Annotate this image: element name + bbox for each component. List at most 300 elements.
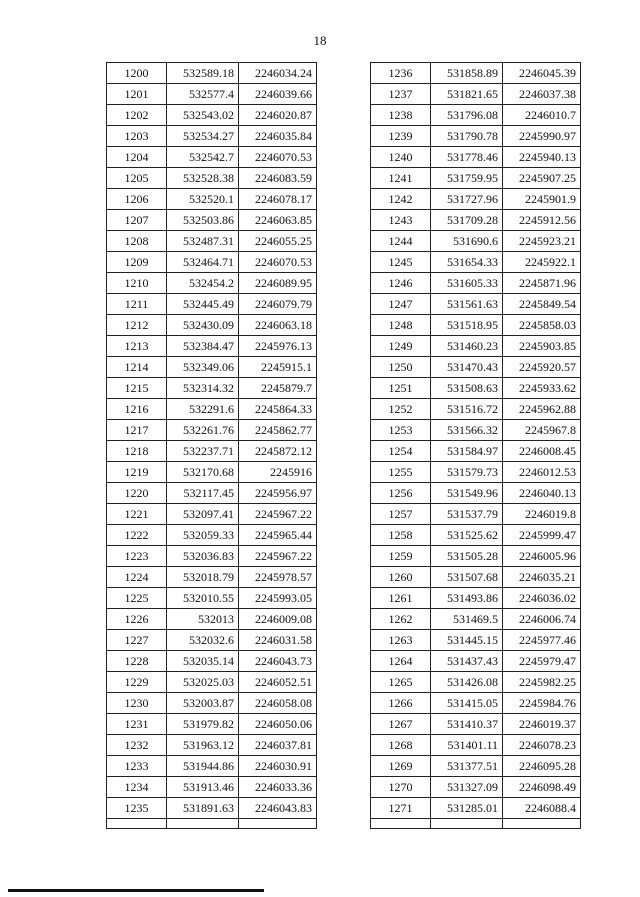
x-coordinate-cell: 532036.83: [167, 546, 239, 567]
point-number-cell: 1257: [371, 504, 431, 525]
x-coordinate-cell: 531709.28: [431, 210, 503, 231]
x-coordinate-cell: 531759.95: [431, 168, 503, 189]
y-coordinate-cell: 2246035.21: [503, 567, 581, 588]
point-number-cell: 1250: [371, 357, 431, 378]
table-row: [107, 273, 317, 294]
table-row: [107, 630, 317, 651]
y-coordinate-cell: 2246006.74: [503, 609, 581, 630]
x-coordinate-cell: 531401.11: [431, 735, 503, 756]
x-coordinate-cell: 531327.09: [431, 777, 503, 798]
table-row: [107, 168, 317, 189]
point-number-cell: 1271: [371, 798, 431, 819]
y-coordinate-cell: 2246070.53: [239, 252, 317, 273]
point-number-cell: 1233: [107, 756, 167, 777]
point-number-cell: 1232: [107, 735, 167, 756]
y-coordinate-cell: 2245858.03: [503, 315, 581, 336]
y-coordinate-cell: 2246058.08: [239, 693, 317, 714]
table-row-empty: [371, 819, 581, 829]
x-coordinate-cell: 531796.08: [431, 105, 503, 126]
point-number-cell: 1206: [107, 189, 167, 210]
point-number-cell: 1214: [107, 357, 167, 378]
x-coordinate-cell: 531549.96: [431, 483, 503, 504]
x-coordinate-cell: 532013: [167, 609, 239, 630]
table-row: [107, 231, 317, 252]
y-coordinate-cell: 2245984.76: [503, 693, 581, 714]
point-number-cell: 1269: [371, 756, 431, 777]
point-number-cell: 1238: [371, 105, 431, 126]
x-coordinate-cell: 532487.31: [167, 231, 239, 252]
table-row: [107, 693, 317, 714]
y-coordinate-cell: 2246063.18: [239, 315, 317, 336]
empty-cell: [239, 819, 317, 829]
x-coordinate-cell: 532032.6: [167, 630, 239, 651]
x-coordinate-cell: 532018.79: [167, 567, 239, 588]
table-row: [371, 462, 581, 483]
y-coordinate-cell: 2245901.9: [503, 189, 581, 210]
table-row: [107, 84, 317, 105]
table-row: [371, 84, 581, 105]
y-coordinate-cell: 2246040.13: [503, 483, 581, 504]
empty-cell: [167, 819, 239, 829]
point-number-cell: 1229: [107, 672, 167, 693]
point-number-cell: 1259: [371, 546, 431, 567]
table-row: [371, 756, 581, 777]
empty-cell: [371, 819, 431, 829]
table-row: [371, 210, 581, 231]
x-coordinate-cell: 531778.46: [431, 147, 503, 168]
x-coordinate-cell: 532314.32: [167, 378, 239, 399]
table-row: [371, 609, 581, 630]
table-row: [371, 672, 581, 693]
x-coordinate-cell: 531727.96: [431, 189, 503, 210]
table-row: [107, 483, 317, 504]
y-coordinate-cell: 2246045.39: [503, 63, 581, 84]
y-coordinate-cell: 2246039.66: [239, 84, 317, 105]
table-row: [371, 714, 581, 735]
point-number-cell: 1237: [371, 84, 431, 105]
x-coordinate-cell: 532520.1: [167, 189, 239, 210]
table-row: [371, 777, 581, 798]
point-number-cell: 1265: [371, 672, 431, 693]
y-coordinate-cell: 2245976.13: [239, 336, 317, 357]
point-number-cell: 1210: [107, 273, 167, 294]
table-row: [371, 336, 581, 357]
y-coordinate-cell: 2246089.95: [239, 273, 317, 294]
x-coordinate-cell: 532430.09: [167, 315, 239, 336]
table-row: [371, 189, 581, 210]
point-number-cell: 1261: [371, 588, 431, 609]
table-row: [107, 357, 317, 378]
y-coordinate-cell: 2246050.06: [239, 714, 317, 735]
point-number-cell: 1218: [107, 441, 167, 462]
x-coordinate-cell: 531518.95: [431, 315, 503, 336]
x-coordinate-cell: 532503.86: [167, 210, 239, 231]
point-number-cell: 1215: [107, 378, 167, 399]
table-row: [107, 546, 317, 567]
x-coordinate-cell: 532035.14: [167, 651, 239, 672]
y-coordinate-cell: 2245920.57: [503, 357, 581, 378]
y-coordinate-cell: 2246055.25: [239, 231, 317, 252]
point-number-cell: 1244: [371, 231, 431, 252]
point-number-cell: 1241: [371, 168, 431, 189]
x-coordinate-cell: 531285.01: [431, 798, 503, 819]
y-coordinate-cell: 2246008.45: [503, 441, 581, 462]
x-coordinate-cell: 532445.49: [167, 294, 239, 315]
table-row: [107, 399, 317, 420]
table-row: [371, 294, 581, 315]
point-number-cell: 1240: [371, 147, 431, 168]
point-number-cell: 1216: [107, 399, 167, 420]
y-coordinate-cell: 2246019.37: [503, 714, 581, 735]
point-number-cell: 1219: [107, 462, 167, 483]
y-coordinate-cell: 2245965.44: [239, 525, 317, 546]
y-coordinate-cell: 2245979.47: [503, 651, 581, 672]
y-coordinate-cell: 2245922.1: [503, 252, 581, 273]
x-coordinate-cell: 531415.05: [431, 693, 503, 714]
table-row: [107, 777, 317, 798]
table-row: [107, 147, 317, 168]
y-coordinate-cell: 2245967.22: [239, 504, 317, 525]
y-coordinate-cell: 2246035.84: [239, 126, 317, 147]
point-number-cell: 1267: [371, 714, 431, 735]
point-number-cell: 1255: [371, 462, 431, 483]
y-coordinate-cell: 2245871.96: [503, 273, 581, 294]
x-coordinate-cell: 531505.28: [431, 546, 503, 567]
point-number-cell: 1225: [107, 588, 167, 609]
point-number-cell: 1266: [371, 693, 431, 714]
y-coordinate-cell: 2246037.38: [503, 84, 581, 105]
x-coordinate-cell: 532117.45: [167, 483, 239, 504]
table-row: [107, 525, 317, 546]
y-coordinate-cell: 2245962.88: [503, 399, 581, 420]
y-coordinate-cell: 2246037.81: [239, 735, 317, 756]
table-row: [371, 273, 581, 294]
y-coordinate-cell: 2245903.85: [503, 336, 581, 357]
y-coordinate-cell: 2246033.36: [239, 777, 317, 798]
x-coordinate-cell: 532542.7: [167, 147, 239, 168]
x-coordinate-cell: 531460.23: [431, 336, 503, 357]
point-number-cell: 1217: [107, 420, 167, 441]
point-number-cell: 1201: [107, 84, 167, 105]
point-number-cell: 1239: [371, 126, 431, 147]
table-row: [107, 294, 317, 315]
table-row: [371, 378, 581, 399]
x-coordinate-cell: 531963.12: [167, 735, 239, 756]
point-number-cell: 1245: [371, 252, 431, 273]
table-row: [371, 735, 581, 756]
x-coordinate-cell: 531944.86: [167, 756, 239, 777]
x-coordinate-cell: 531508.63: [431, 378, 503, 399]
x-coordinate-cell: 532059.33: [167, 525, 239, 546]
y-coordinate-cell: 2246012.53: [503, 462, 581, 483]
x-coordinate-cell: 531566.32: [431, 420, 503, 441]
point-number-cell: 1211: [107, 294, 167, 315]
x-coordinate-cell: 532025.03: [167, 672, 239, 693]
x-coordinate-cell: 531426.08: [431, 672, 503, 693]
point-number-cell: 1253: [371, 420, 431, 441]
footer-rule: [8, 889, 264, 892]
point-number-cell: 1243: [371, 210, 431, 231]
y-coordinate-cell: 2246078.23: [503, 735, 581, 756]
y-coordinate-cell: 2245912.56: [503, 210, 581, 231]
table-row: [107, 588, 317, 609]
x-coordinate-cell: 532237.71: [167, 441, 239, 462]
y-coordinate-cell: 2246034.24: [239, 63, 317, 84]
y-coordinate-cell: 2246010.7: [503, 105, 581, 126]
table-row: [371, 105, 581, 126]
point-number-cell: 1200: [107, 63, 167, 84]
table-row: [107, 378, 317, 399]
table-row: [107, 609, 317, 630]
x-coordinate-cell: 532291.6: [167, 399, 239, 420]
point-number-cell: 1205: [107, 168, 167, 189]
point-number-cell: 1220: [107, 483, 167, 504]
x-coordinate-cell: 531469.5: [431, 609, 503, 630]
x-coordinate-cell: 531525.62: [431, 525, 503, 546]
table-row: [107, 252, 317, 273]
point-number-cell: 1227: [107, 630, 167, 651]
y-coordinate-cell: 2246078.17: [239, 189, 317, 210]
table-row: [107, 672, 317, 693]
point-number-cell: 1209: [107, 252, 167, 273]
y-coordinate-cell: 2246043.83: [239, 798, 317, 819]
y-coordinate-cell: 2245967.22: [239, 546, 317, 567]
x-coordinate-cell: 531437.43: [431, 651, 503, 672]
y-coordinate-cell: 2245915.1: [239, 357, 317, 378]
x-coordinate-cell: 531470.43: [431, 357, 503, 378]
table-row: [107, 567, 317, 588]
table-row: [371, 483, 581, 504]
point-number-cell: 1231: [107, 714, 167, 735]
table-row: [371, 798, 581, 819]
point-number-cell: 1230: [107, 693, 167, 714]
x-coordinate-cell: 531605.33: [431, 273, 503, 294]
empty-cell: [107, 819, 167, 829]
x-coordinate-cell: 532464.71: [167, 252, 239, 273]
y-coordinate-cell: 2245864.33: [239, 399, 317, 420]
x-coordinate-cell: 531979.82: [167, 714, 239, 735]
table-row: [107, 735, 317, 756]
table-row: [371, 168, 581, 189]
x-coordinate-cell: 531493.86: [431, 588, 503, 609]
point-number-cell: 1207: [107, 210, 167, 231]
point-number-cell: 1204: [107, 147, 167, 168]
table-row: [107, 651, 317, 672]
point-number-cell: 1254: [371, 441, 431, 462]
point-number-cell: 1228: [107, 651, 167, 672]
y-coordinate-cell: 2246083.59: [239, 168, 317, 189]
x-coordinate-cell: 531537.79: [431, 504, 503, 525]
table-row-empty: [107, 819, 317, 829]
point-number-cell: 1262: [371, 609, 431, 630]
y-coordinate-cell: 2246063.85: [239, 210, 317, 231]
point-number-cell: 1246: [371, 273, 431, 294]
x-coordinate-cell: 532589.18: [167, 63, 239, 84]
point-number-cell: 1208: [107, 231, 167, 252]
y-coordinate-cell: 2246030.91: [239, 756, 317, 777]
x-coordinate-cell: 531579.73: [431, 462, 503, 483]
point-number-cell: 1248: [371, 315, 431, 336]
table-row: [371, 231, 581, 252]
table-row: [107, 756, 317, 777]
y-coordinate-cell: 2245999.47: [503, 525, 581, 546]
x-coordinate-cell: 532528.38: [167, 168, 239, 189]
y-coordinate-cell: 2246095.28: [503, 756, 581, 777]
table-row: [371, 588, 581, 609]
table-row: [371, 441, 581, 462]
x-coordinate-cell: 531410.37: [431, 714, 503, 735]
point-number-cell: 1264: [371, 651, 431, 672]
point-number-cell: 1242: [371, 189, 431, 210]
y-coordinate-cell: 2245967.8: [503, 420, 581, 441]
y-coordinate-cell: 2245907.25: [503, 168, 581, 189]
table-row: [371, 252, 581, 273]
point-number-cell: 1234: [107, 777, 167, 798]
table-row: [107, 420, 317, 441]
y-coordinate-cell: 2246005.96: [503, 546, 581, 567]
y-coordinate-cell: 2245862.77: [239, 420, 317, 441]
x-coordinate-cell: 532349.06: [167, 357, 239, 378]
y-coordinate-cell: 2246052.51: [239, 672, 317, 693]
point-number-cell: 1252: [371, 399, 431, 420]
x-coordinate-cell: 532384.47: [167, 336, 239, 357]
x-coordinate-cell: 531561.63: [431, 294, 503, 315]
table-row: [107, 441, 317, 462]
x-coordinate-cell: 531858.89: [431, 63, 503, 84]
coordinates-table-left: [106, 62, 317, 829]
x-coordinate-cell: 531516.72: [431, 399, 503, 420]
y-coordinate-cell: 2245916: [239, 462, 317, 483]
x-coordinate-cell: 531584.97: [431, 441, 503, 462]
y-coordinate-cell: 2246079.79: [239, 294, 317, 315]
point-number-cell: 1221: [107, 504, 167, 525]
y-coordinate-cell: 2246020.87: [239, 105, 317, 126]
y-coordinate-cell: 2245978.57: [239, 567, 317, 588]
x-coordinate-cell: 531790.78: [431, 126, 503, 147]
point-number-cell: 1202: [107, 105, 167, 126]
x-coordinate-cell: 532003.87: [167, 693, 239, 714]
point-number-cell: 1268: [371, 735, 431, 756]
point-number-cell: 1263: [371, 630, 431, 651]
y-coordinate-cell: 2246019.8: [503, 504, 581, 525]
y-coordinate-cell: 2246098.49: [503, 777, 581, 798]
table-row: [371, 63, 581, 84]
y-coordinate-cell: 2246070.53: [239, 147, 317, 168]
x-coordinate-cell: 531507.68: [431, 567, 503, 588]
point-number-cell: 1203: [107, 126, 167, 147]
y-coordinate-cell: 2245990.97: [503, 126, 581, 147]
x-coordinate-cell: 532170.68: [167, 462, 239, 483]
y-coordinate-cell: 2245956.97: [239, 483, 317, 504]
y-coordinate-cell: 2246043.73: [239, 651, 317, 672]
point-number-cell: 1258: [371, 525, 431, 546]
x-coordinate-cell: 532577.4: [167, 84, 239, 105]
table-row: [371, 420, 581, 441]
table-row: [107, 798, 317, 819]
x-coordinate-cell: 532261.76: [167, 420, 239, 441]
table-row: [107, 210, 317, 231]
y-coordinate-cell: 2245872.12: [239, 441, 317, 462]
table-row: [107, 105, 317, 126]
point-number-cell: 1224: [107, 567, 167, 588]
point-number-cell: 1223: [107, 546, 167, 567]
x-coordinate-cell: 532097.41: [167, 504, 239, 525]
y-coordinate-cell: 2245977.46: [503, 630, 581, 651]
point-number-cell: 1256: [371, 483, 431, 504]
y-coordinate-cell: 2246009.08: [239, 609, 317, 630]
y-coordinate-cell: 2246088.4: [503, 798, 581, 819]
page-number: 18: [313, 33, 327, 48]
table-row: [371, 525, 581, 546]
point-number-cell: 1249: [371, 336, 431, 357]
y-coordinate-cell: 2245849.54: [503, 294, 581, 315]
table-row: [371, 147, 581, 168]
table-row: [107, 189, 317, 210]
point-number-cell: 1270: [371, 777, 431, 798]
table-row: [107, 714, 317, 735]
x-coordinate-cell: 531690.6: [431, 231, 503, 252]
y-coordinate-cell: 2245879.7: [239, 378, 317, 399]
table-row: [371, 126, 581, 147]
point-number-cell: 1260: [371, 567, 431, 588]
y-coordinate-cell: 2245933.62: [503, 378, 581, 399]
table-row: [371, 399, 581, 420]
point-number-cell: 1251: [371, 378, 431, 399]
table-row: [371, 693, 581, 714]
x-coordinate-cell: 532454.2: [167, 273, 239, 294]
y-coordinate-cell: 2245982.25: [503, 672, 581, 693]
point-number-cell: 1236: [371, 63, 431, 84]
table-row: [371, 630, 581, 651]
x-coordinate-cell: 532534.27: [167, 126, 239, 147]
x-coordinate-cell: 531654.33: [431, 252, 503, 273]
point-number-cell: 1213: [107, 336, 167, 357]
table-row: [371, 357, 581, 378]
empty-cell: [503, 819, 581, 829]
x-coordinate-cell: 531445.15: [431, 630, 503, 651]
x-coordinate-cell: 531891.63: [167, 798, 239, 819]
x-coordinate-cell: 531821.65: [431, 84, 503, 105]
y-coordinate-cell: 2245923.21: [503, 231, 581, 252]
table-row: [107, 63, 317, 84]
point-number-cell: 1222: [107, 525, 167, 546]
point-number-cell: 1226: [107, 609, 167, 630]
coordinates-table-right: [370, 62, 581, 829]
y-coordinate-cell: 2245993.05: [239, 588, 317, 609]
table-row: [371, 504, 581, 525]
table-row: [371, 546, 581, 567]
point-number-cell: 1247: [371, 294, 431, 315]
x-coordinate-cell: 531913.46: [167, 777, 239, 798]
table-row: [107, 126, 317, 147]
table-row: [371, 651, 581, 672]
table-row: [107, 315, 317, 336]
table-row: [371, 567, 581, 588]
point-number-cell: 1235: [107, 798, 167, 819]
table-row: [107, 336, 317, 357]
x-coordinate-cell: 531377.51: [431, 756, 503, 777]
empty-cell: [431, 819, 503, 829]
point-number-cell: 1212: [107, 315, 167, 336]
table-row: [371, 315, 581, 336]
table-row: [107, 462, 317, 483]
y-coordinate-cell: 2246036.02: [503, 588, 581, 609]
table-row: [107, 504, 317, 525]
x-coordinate-cell: 532010.55: [167, 588, 239, 609]
y-coordinate-cell: 2246031.58: [239, 630, 317, 651]
x-coordinate-cell: 532543.02: [167, 105, 239, 126]
y-coordinate-cell: 2245940.13: [503, 147, 581, 168]
